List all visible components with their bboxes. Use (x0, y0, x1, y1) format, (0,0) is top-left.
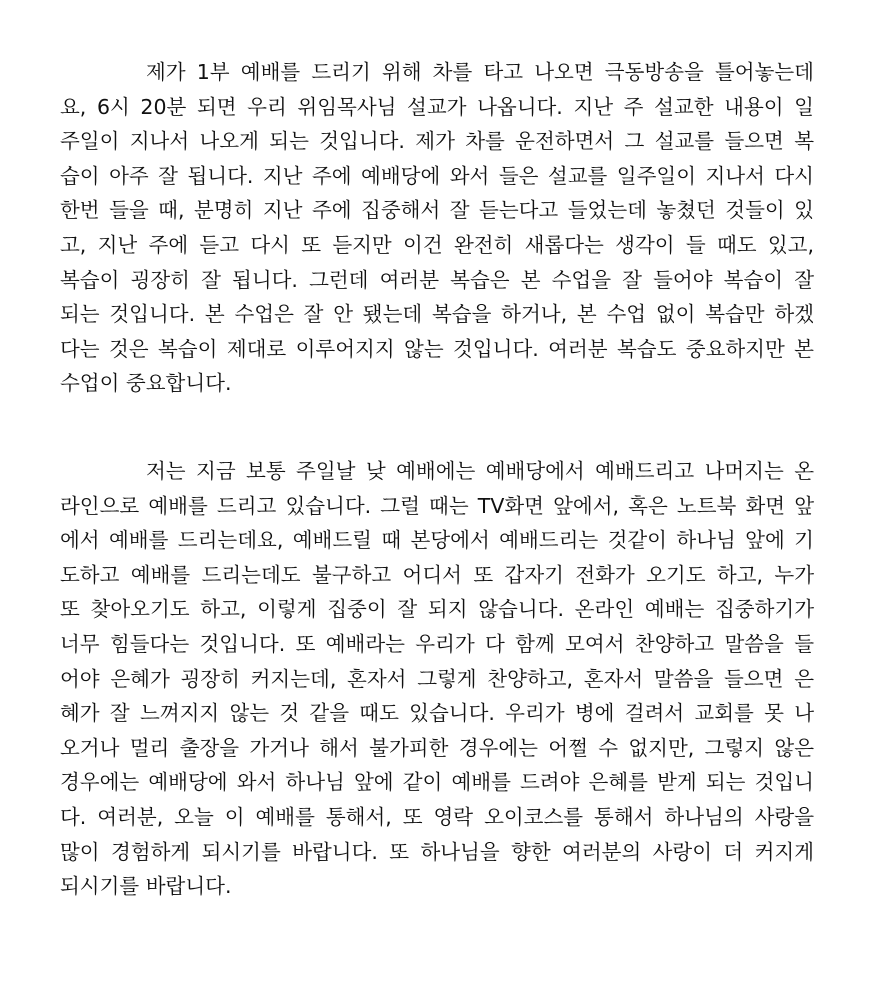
text-line: 복습이 굉장히 잘 됩니다. 그런데 여러분 복습은 본 수업을 잘 들어야 복습이 잘 (60, 267, 814, 292)
text-line: 라인으로 예배를 드리고 있습니다. 그럴 때는 TV화면 앞에서, 혹은 노트북 화면 앞 (60, 493, 814, 518)
text-line: 고, 지난 주에 듣고 다시 또 듣지만 이건 완전히 새롭다는 생각이 들 때도 있고, (60, 232, 814, 257)
text-line: 습이 아주 잘 됩니다. 지난 주에 예배당에 와서 들은 설교를 일주일이 지나서 다시 (60, 163, 814, 188)
text-line: 되는 것입니다. 본 수업은 잘 안 됐는데 복습을 하거나, 본 수업 없이 복습만 하겠 (60, 302, 814, 327)
paragraph-2 (60, 454, 814, 904)
text-line: 에서 예배를 드리는데요, 예배드릴 때 본당에서 예배드리는 것같이 하나님 앞에 기 (60, 528, 814, 553)
text-line: 주일이 지나서 나오게 되는 것입니다. 제가 차를 운전하면서 그 설교를 들으면 복 (60, 129, 814, 154)
text-line: 다는 것은 복습이 제대로 이루어지지 않는 것입니다. 여러분 복습도 중요하지만 본 (60, 336, 814, 361)
text-line: 경우에는 예배당에 와서 하나님 앞에 같이 예배를 드려야 은혜를 받게 되는 것입니 (60, 770, 814, 795)
text-line: 오거나 멀리 출장을 가거나 해서 불가피한 경우에는 어쩔 수 없지만, 그렇지 않은 (60, 735, 814, 760)
text-line: 도하고 예배를 드리는데도 불구하고 어디서 또 갑자기 전화가 오기도 하고, 누가 (60, 562, 814, 587)
text-line: 되시기를 바랍니다. (60, 874, 232, 899)
text-line: 또 찾아오기도 하고, 이렇게 집중이 잘 되지 않습니다. 온라인 예배는 집중하기가 (60, 597, 814, 622)
text-line: 너무 힘들다는 것입니다. 또 예배라는 우리가 다 함께 모여서 찬양하고 말씀을 들 (60, 631, 814, 656)
text-line: 수업이 중요합니다. (60, 371, 232, 396)
text-line: 저는 지금 보통 주일날 낮 예배에는 예배당에서 예배드리고 나머지는 온 (146, 459, 814, 483)
text-line: 어야 은혜가 굉장히 커지는데, 혼자서 그렇게 찬양하고, 혼자서 말씀을 들으면 은 (60, 666, 814, 691)
text-line: 제가 1부 예배를 드리기 위해 차를 타고 나오면 극동방송을 틀어놓는데 (146, 60, 814, 84)
paragraph-1 (60, 55, 814, 401)
text-line: 많이 경험하게 되시기를 바랍니다. 또 하나님을 향한 여러분의 사랑이 더 커지게 (60, 839, 814, 864)
text-line: 혜가 잘 느껴지지 않는 것 같을 때도 있습니다. 우리가 병에 걸려서 교회를 못 나 (60, 701, 814, 726)
text-line: 요, 6시 20분 되면 우리 위임목사님 설교가 나옵니다. 지난 주 설교한 내용이 일 (60, 94, 814, 119)
text-line: 한번 들을 때, 분명히 지난 주에 집중해서 잘 듣는다고 들었는데 놓쳤던 것들이 있 (60, 198, 814, 223)
text-line: 다. 여러분, 오늘 이 예배를 통해서, 또 영락 오이코스를 통해서 하나님의 사랑을 (60, 804, 814, 829)
